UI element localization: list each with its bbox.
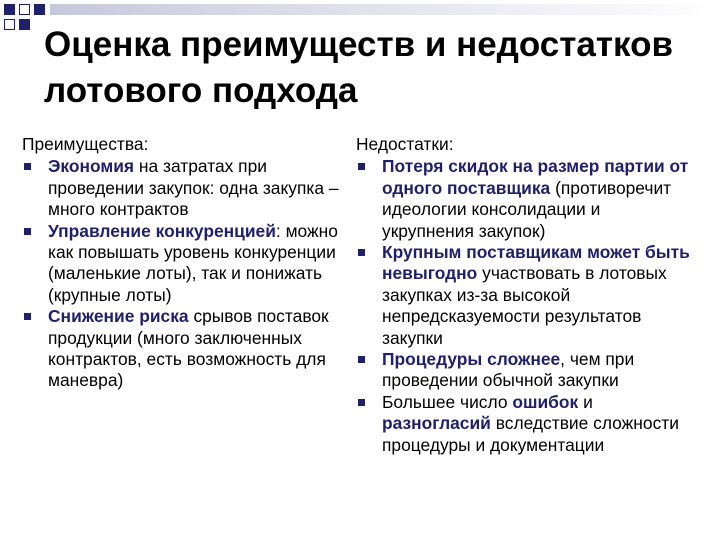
list-item: Экономия на затратах при проведении закупок: одна закупка – много контрактов [22, 156, 340, 220]
disadvantages-column [356, 134, 696, 456]
bullet-icon [358, 249, 365, 256]
advantages-heading: Преимущества: [22, 134, 149, 154]
list-item: Потеря скидок на размер партии от одного поставщика (противоречит идеологии консолидации и укрупнения закупок) [356, 156, 696, 242]
bullet-icon [358, 356, 365, 363]
decor-band [50, 4, 720, 15]
decor-square-icon [4, 4, 15, 15]
bullet-icon [24, 313, 31, 320]
bullet-icon [358, 163, 365, 170]
bullet-icon [24, 228, 31, 235]
decor-square-outline-icon [4, 19, 15, 30]
decor-square-outline-icon [19, 4, 30, 15]
list-item: Снижение риска срывов поставок продукции (много заключенных контрактов, есть возможность для маневра) [22, 306, 340, 392]
bullet-icon [24, 163, 31, 170]
list-item: Большее число ошибок и разногласий вследствие сложности процедуры и документации [356, 392, 696, 456]
decor-square-icon [19, 19, 30, 30]
list-item: Процедуры сложнее, чем при проведении обычной закупки [356, 349, 696, 392]
disadvantages-heading: Недостатки: [356, 134, 454, 154]
decor-square-icon [34, 4, 45, 15]
bullet-icon [358, 399, 365, 406]
advantages-column [22, 134, 340, 392]
slide-title: Оценка преимуществ и недостатков лотового подхода [44, 25, 673, 110]
list-item: Крупным поставщикам может быть невыгодно участвовать в лотовых закупках из-за высокой непредсказуемости результатов закупки [356, 242, 696, 349]
list-item: Управление конкуренцией: можно как повышать уровень конкуренции (маленькие лоты), так и понижать (крупные лоты) [22, 221, 340, 307]
